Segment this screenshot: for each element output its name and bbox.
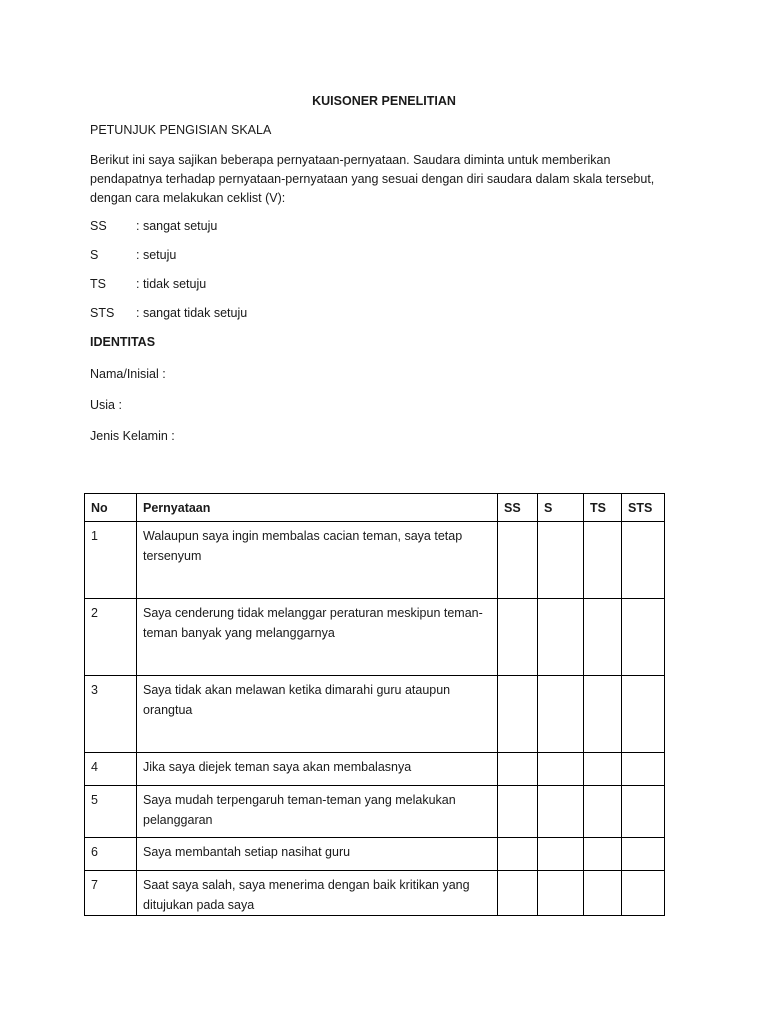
legend-code: TS (90, 277, 106, 291)
row-statement: Saya membantah setiap nasihat guru (137, 838, 498, 871)
legend-desc: : setuju (136, 248, 177, 262)
table-row (85, 676, 665, 753)
table-row (85, 871, 665, 916)
answer-cell-sts[interactable] (622, 599, 665, 676)
answer-cell-sts[interactable] (622, 676, 665, 753)
header-ss: SS (498, 494, 538, 522)
name-field-label: Nama/Inisial : (90, 367, 166, 381)
table-row (85, 522, 665, 599)
answer-cell-ts[interactable] (584, 838, 622, 871)
row-number: 7 (85, 871, 137, 916)
answer-cell-ts[interactable] (584, 871, 622, 916)
answer-cell-ss[interactable] (498, 753, 538, 786)
answer-cell-sts[interactable] (622, 838, 665, 871)
row-number: 3 (85, 676, 137, 753)
answer-cell-ts[interactable] (584, 753, 622, 786)
row-statement: Saya mudah terpengaruh teman-teman yang melakukan pelanggaran (137, 786, 498, 838)
row-number: 5 (85, 786, 137, 838)
legend-code: STS (90, 306, 115, 320)
row-number: 2 (85, 599, 137, 676)
answer-cell-ss[interactable] (498, 599, 538, 676)
row-statement: Walaupun saya ingin membalas cacian teman, saya tetap tersenyum (137, 522, 498, 599)
answer-cell-ss[interactable] (498, 676, 538, 753)
row-statement: Saat saya salah, saya menerima dengan baik kritikan yang ditujukan pada saya (137, 871, 498, 916)
answer-cell-s[interactable] (538, 786, 584, 838)
answer-cell-ts[interactable] (584, 599, 622, 676)
legend-code: S (90, 248, 99, 262)
legend-code: SS (90, 219, 107, 233)
legend-desc: : tidak setuju (136, 277, 207, 291)
header-no: No (85, 494, 137, 522)
answer-cell-ss[interactable] (498, 838, 538, 871)
answer-cell-s[interactable] (538, 838, 584, 871)
answer-cell-sts[interactable] (622, 786, 665, 838)
row-number: 4 (85, 753, 137, 786)
answer-cell-s[interactable] (538, 599, 584, 676)
answer-cell-ss[interactable] (498, 786, 538, 838)
header-ts: TS (584, 494, 622, 522)
gender-field-label: Jenis Kelamin : (90, 429, 175, 443)
legend-desc: : sangat setuju (136, 219, 218, 233)
legend-item (90, 219, 217, 233)
answer-cell-s[interactable] (538, 871, 584, 916)
row-statement: Saya cenderung tidak melanggar peraturan meskipun teman-teman banyak yang melanggarnya (137, 599, 498, 676)
answer-cell-sts[interactable] (622, 753, 665, 786)
row-statement: Saya tidak akan melawan ketika dimarahi guru ataupun orangtua (137, 676, 498, 753)
answer-cell-s[interactable] (538, 753, 584, 786)
instructions-paragraph (90, 151, 680, 208)
table-row (85, 838, 665, 871)
answer-cell-sts[interactable] (622, 871, 665, 916)
answer-cell-ss[interactable] (498, 871, 538, 916)
identity-heading: IDENTITAS (90, 335, 156, 349)
legend-item (90, 306, 247, 320)
questionnaire-table (84, 493, 665, 916)
row-statement: Jika saya diejek teman saya akan membalasnya (137, 753, 498, 786)
table-row (85, 786, 665, 838)
answer-cell-s[interactable] (538, 522, 584, 599)
answer-cell-ts[interactable] (584, 522, 622, 599)
instructions-line: Berikut ini saya sajikan beberapa pernyataan-pernyataan. Saudara diminta untuk memberikan (90, 153, 611, 167)
legend-desc: : sangat tidak setuju (136, 306, 248, 320)
instructions-heading: PETUNJUK PENGISIAN SKALA (90, 123, 272, 137)
legend-item (90, 277, 206, 291)
instructions-line: dengan cara melakukan ceklist (V): (90, 191, 286, 205)
answer-cell-ss[interactable] (498, 522, 538, 599)
answer-cell-sts[interactable] (622, 522, 665, 599)
header-s: S (538, 494, 584, 522)
document-title: KUISONER PENELITIAN (312, 94, 456, 108)
age-field-label: Usia : (90, 398, 122, 412)
answer-cell-ts[interactable] (584, 676, 622, 753)
table-row (85, 753, 665, 786)
instructions-line: pendapatnya terhadap pernyataan-pernyataan yang sesuai dengan diri saudara dalam skala tersebut, (90, 172, 655, 186)
header-statement: Pernyataan (137, 494, 498, 522)
header-sts: STS (622, 494, 665, 522)
row-number: 1 (85, 522, 137, 599)
table-row (85, 599, 665, 676)
answer-cell-ts[interactable] (584, 786, 622, 838)
row-number: 6 (85, 838, 137, 871)
legend-item (90, 248, 176, 262)
table-header-row (85, 494, 665, 522)
answer-cell-s[interactable] (538, 676, 584, 753)
